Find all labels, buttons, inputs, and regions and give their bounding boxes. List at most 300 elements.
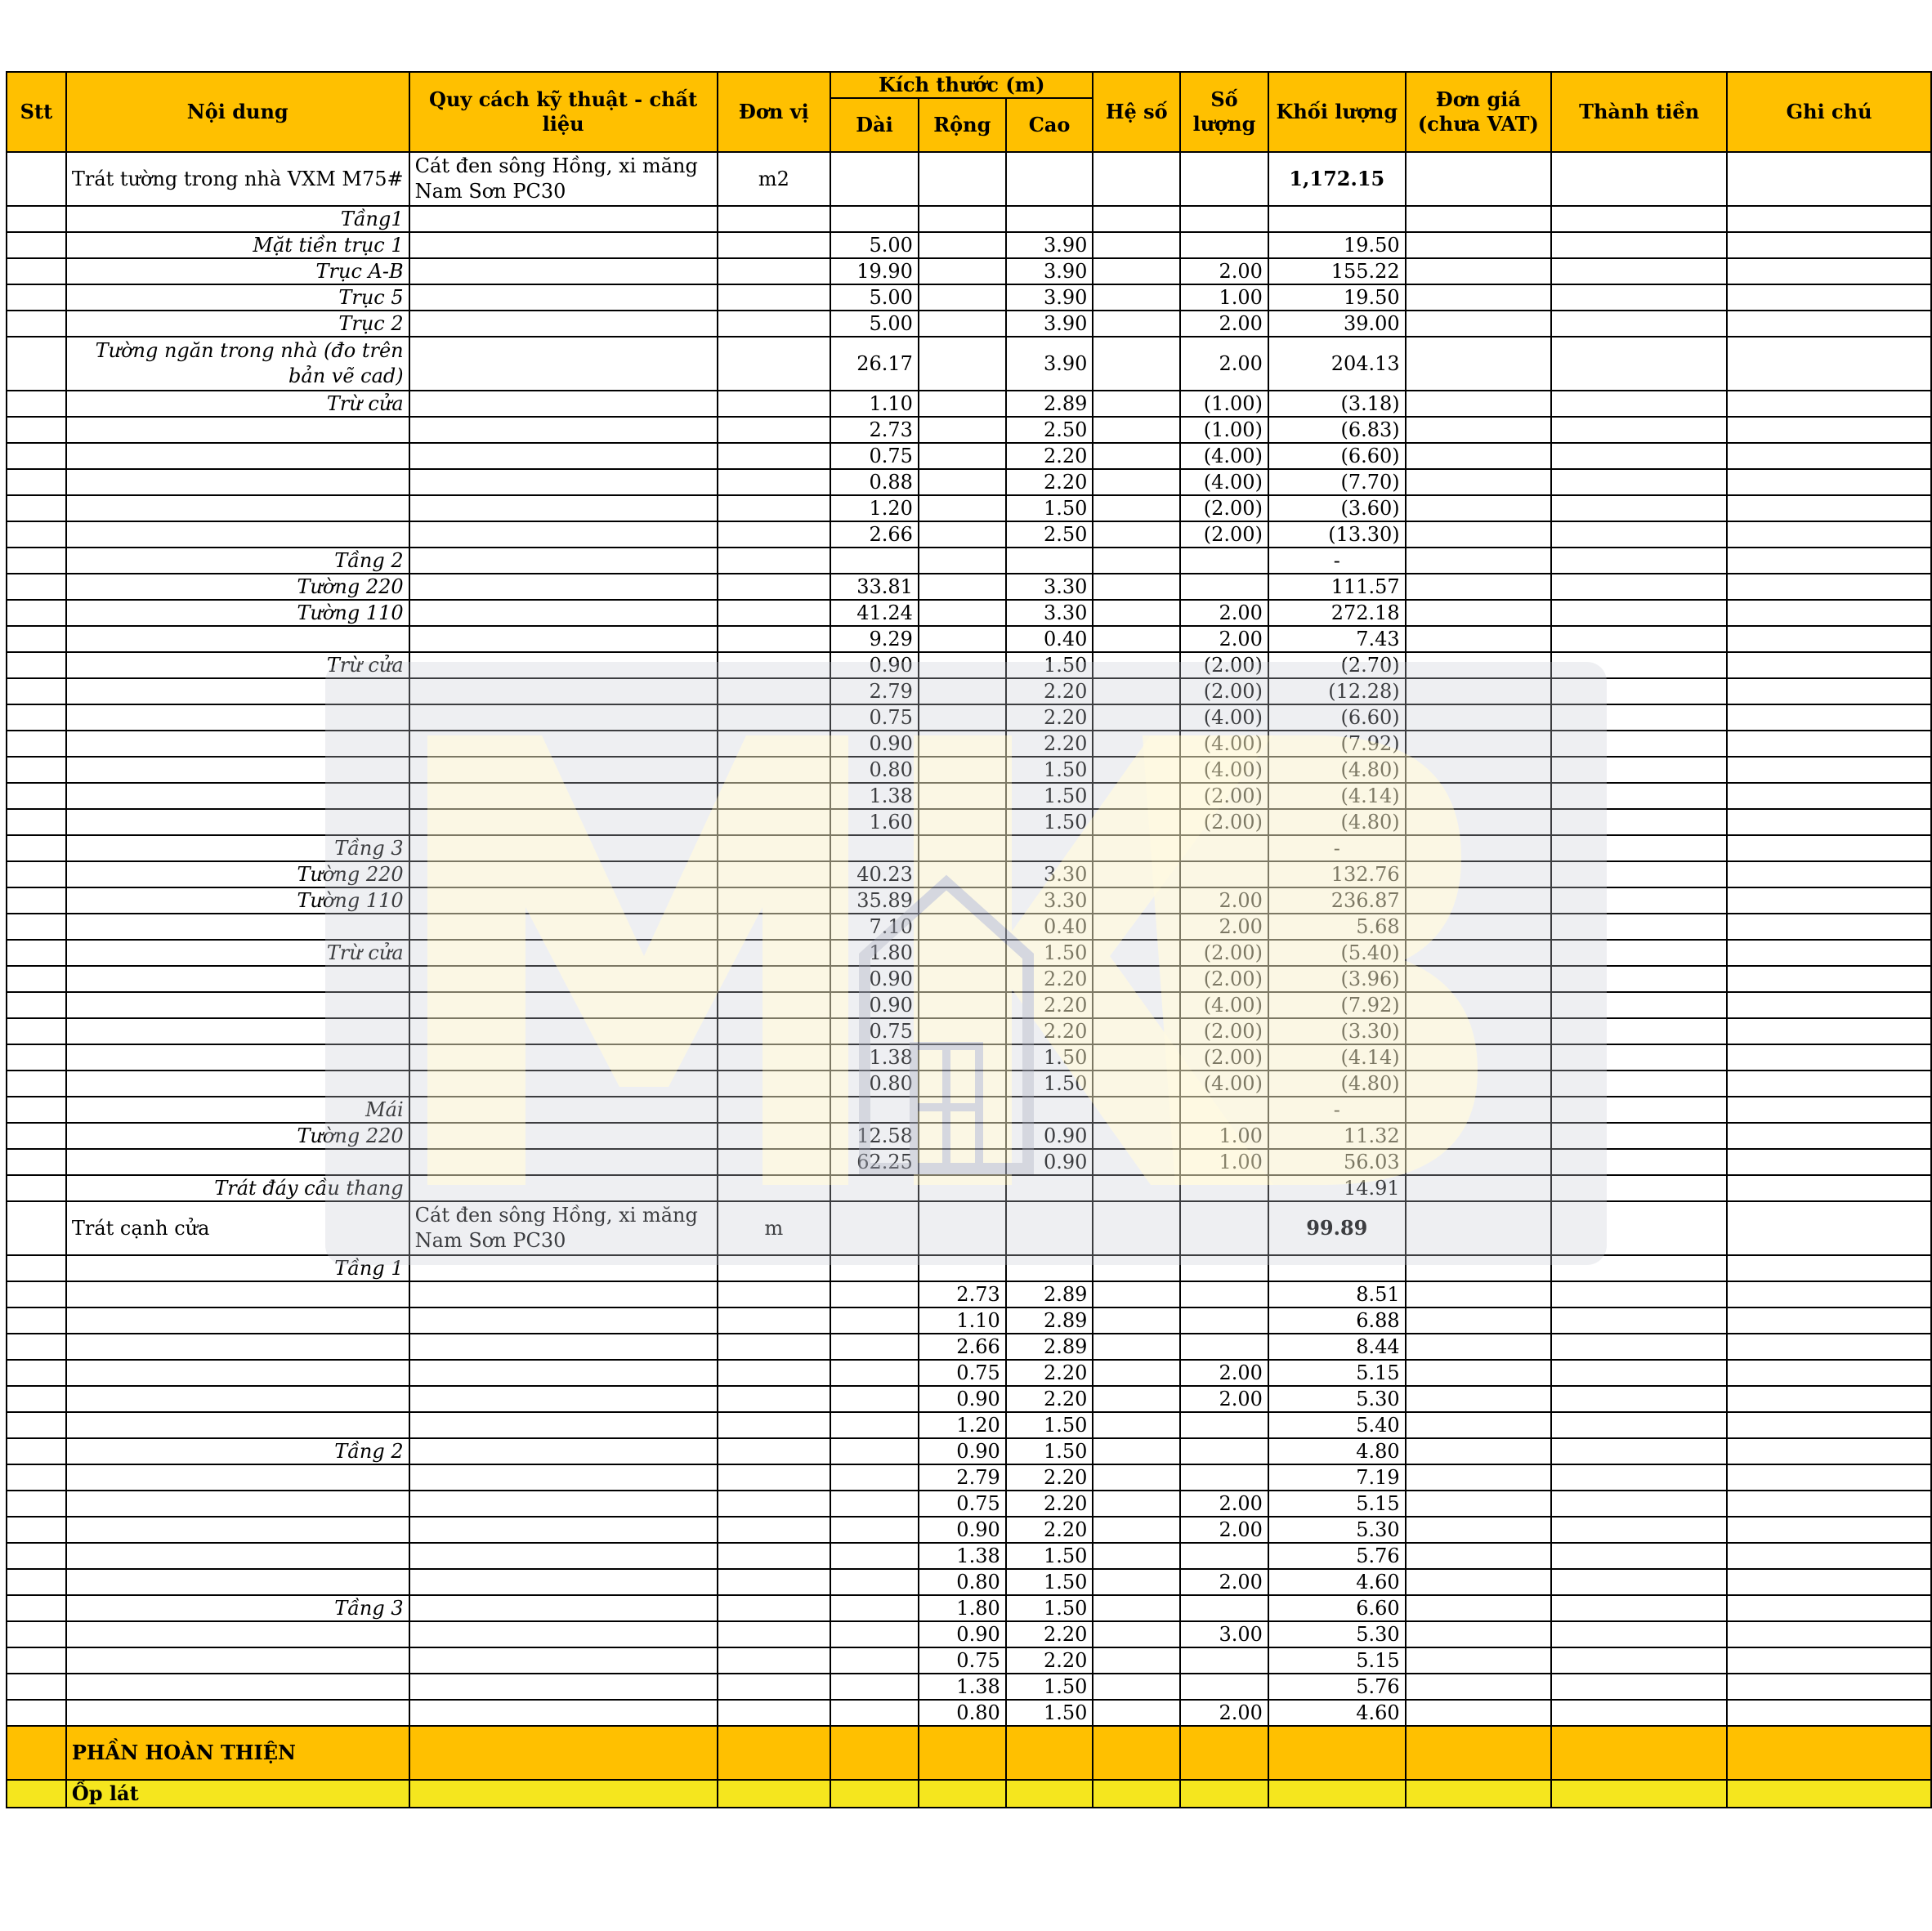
cell-thanh-tien — [1551, 1595, 1727, 1621]
cell-thanh-tien — [1551, 258, 1727, 284]
cell-rong — [919, 600, 1006, 626]
cell-noi-dung: Trát tường trong nhà VXM M75# — [66, 152, 409, 206]
cell-so-luong: (4.00) — [1180, 731, 1268, 757]
cell-khoi-luong: (5.40) — [1268, 940, 1406, 966]
cell-he-so — [1093, 258, 1180, 284]
cell-quy-cach — [409, 1149, 718, 1175]
cell-cao: 3.30 — [1006, 861, 1093, 887]
cell-quy-cach — [409, 861, 718, 887]
cell-quy-cach — [409, 258, 718, 284]
table-row — [7, 626, 1931, 652]
cell-ghi-chu — [1727, 1201, 1931, 1255]
cell-cao: 1.50 — [1006, 940, 1093, 966]
cell-empty — [1727, 1780, 1931, 1808]
cell-rong — [919, 443, 1006, 469]
row-label-tuong-220: Tường 220 — [66, 574, 409, 600]
cell-dai: 1.38 — [830, 1044, 919, 1071]
cell-so-luong — [1180, 1543, 1268, 1569]
cell-don-gia — [1406, 469, 1551, 495]
cell-dai — [830, 152, 919, 206]
cell-he-so — [1093, 1464, 1180, 1491]
header-don-gia: Đơn giá (chưa VAT) — [1406, 72, 1551, 152]
cell-khoi-luong: 1,172.15 — [1268, 152, 1406, 206]
cell-stt — [7, 1543, 66, 1569]
cell-dai — [830, 1255, 919, 1281]
cell-stt — [7, 1201, 66, 1255]
cell-noi-dung — [66, 914, 409, 940]
cell-ghi-chu — [1727, 1595, 1931, 1621]
cell-dai — [830, 1569, 919, 1595]
cell-thanh-tien — [1551, 1464, 1727, 1491]
cell-cao: 2.20 — [1006, 704, 1093, 731]
cell-ghi-chu — [1727, 600, 1931, 626]
cell-don-vi — [718, 1464, 831, 1491]
row-label-tuong-220: Tường 220 — [66, 861, 409, 887]
cell-empty — [830, 1726, 919, 1780]
cell-cao: 1.50 — [1006, 1569, 1093, 1595]
cell-dai: 2.79 — [830, 678, 919, 704]
cell-cao: 1.50 — [1006, 495, 1093, 521]
cell-stt — [7, 1360, 66, 1386]
cell-thanh-tien — [1551, 1307, 1727, 1334]
cell-dai: 0.75 — [830, 443, 919, 469]
cell-dai — [830, 1281, 919, 1307]
cell-don-gia — [1406, 600, 1551, 626]
header-rong: Rộng — [919, 98, 1006, 152]
cell-quy-cach — [409, 1175, 718, 1201]
table-row — [7, 1412, 1931, 1438]
cell-cao: 3.90 — [1006, 311, 1093, 337]
cell-so-luong: 2.00 — [1180, 1491, 1268, 1517]
cell-don-vi — [718, 443, 831, 469]
cell-don-vi — [718, 966, 831, 992]
cell-ghi-chu — [1727, 1621, 1931, 1647]
cell-don-gia — [1406, 1149, 1551, 1175]
cell-khoi-luong: 5.76 — [1268, 1674, 1406, 1700]
cell-khoi-luong: 7.19 — [1268, 1464, 1406, 1491]
cell-dai — [830, 1517, 919, 1543]
cell-dai: 41.24 — [830, 600, 919, 626]
cell-don-vi — [718, 495, 831, 521]
cell-he-so — [1093, 152, 1180, 206]
cell-quy-cach — [409, 940, 718, 966]
cell-don-gia — [1406, 521, 1551, 548]
table-row — [7, 1097, 1931, 1123]
cell-stt — [7, 678, 66, 704]
cell-don-vi — [718, 521, 831, 548]
cell-don-gia — [1406, 914, 1551, 940]
header-row-1 — [7, 72, 1931, 98]
cell-quy-cach — [409, 284, 718, 311]
cell-stt — [7, 1281, 66, 1307]
cell-rong — [919, 704, 1006, 731]
cell-stt — [7, 835, 66, 861]
cell-thanh-tien — [1551, 284, 1727, 311]
cell-ghi-chu — [1727, 495, 1931, 521]
table-row — [7, 835, 1931, 861]
cell-cao: 1.50 — [1006, 1595, 1093, 1621]
cell-dai: 0.80 — [830, 1071, 919, 1097]
cell-khoi-luong: (4.80) — [1268, 757, 1406, 783]
cell-noi-dung — [66, 1464, 409, 1491]
cell-rong: 1.38 — [919, 1543, 1006, 1569]
cell-stt — [7, 258, 66, 284]
cell-ghi-chu — [1727, 1307, 1931, 1334]
cell-cao — [1006, 1175, 1093, 1201]
cell-don-vi — [718, 757, 831, 783]
cell-rong — [919, 678, 1006, 704]
cell-stt — [7, 1175, 66, 1201]
cell-don-vi — [718, 1621, 831, 1647]
cell-he-so — [1093, 206, 1180, 232]
cell-thanh-tien — [1551, 731, 1727, 757]
cell-rong: 0.80 — [919, 1700, 1006, 1726]
cell-thanh-tien — [1551, 678, 1727, 704]
cell-empty — [1727, 1726, 1931, 1780]
cell-don-vi — [718, 1360, 831, 1386]
cell-cao: 2.20 — [1006, 1647, 1093, 1674]
cell-quy-cach — [409, 521, 718, 548]
cell-noi-dung — [66, 1674, 409, 1700]
table-row — [7, 469, 1931, 495]
cell-don-gia — [1406, 443, 1551, 469]
cell-don-vi — [718, 678, 831, 704]
cell-don-gia — [1406, 835, 1551, 861]
cell-he-so — [1093, 232, 1180, 258]
cell-quy-cach — [409, 1674, 718, 1700]
cell-stt — [7, 548, 66, 574]
cell-so-luong: (2.00) — [1180, 652, 1268, 678]
cell-don-gia — [1406, 731, 1551, 757]
cell-cao: 0.40 — [1006, 626, 1093, 652]
cell-so-luong — [1180, 1281, 1268, 1307]
header-so-luong: Số lượng — [1180, 72, 1268, 152]
cell-ghi-chu — [1727, 1674, 1931, 1700]
cell-don-gia — [1406, 1386, 1551, 1412]
cell-ghi-chu — [1727, 548, 1931, 574]
cell-don-vi — [718, 258, 831, 284]
cell-noi-dung — [66, 1543, 409, 1569]
cell-thanh-tien — [1551, 1647, 1727, 1674]
cell-so-luong: 2.00 — [1180, 914, 1268, 940]
cell-quy-cach — [409, 809, 718, 835]
cell-stt — [7, 391, 66, 417]
cell-stt — [7, 206, 66, 232]
cell-noi-dung — [66, 783, 409, 809]
cell-khoi-luong: (7.92) — [1268, 992, 1406, 1018]
cell-so-luong: (4.00) — [1180, 704, 1268, 731]
table-row — [7, 1255, 1931, 1281]
cell-don-vi — [718, 1491, 831, 1517]
table-row — [7, 1647, 1931, 1674]
cell-he-so — [1093, 1517, 1180, 1543]
cell-cao: 1.50 — [1006, 783, 1093, 809]
table-row — [7, 521, 1931, 548]
cell-stt — [7, 521, 66, 548]
cell-so-luong: (2.00) — [1180, 783, 1268, 809]
cell-khoi-luong: 5.30 — [1268, 1517, 1406, 1543]
cell-ghi-chu — [1727, 1569, 1931, 1595]
cell-rong — [919, 469, 1006, 495]
cell-quy-cach — [409, 1647, 718, 1674]
cell-rong — [919, 992, 1006, 1018]
cell-khoi-luong: 6.60 — [1268, 1595, 1406, 1621]
cell-thanh-tien — [1551, 311, 1727, 337]
cell-he-so — [1093, 1123, 1180, 1149]
cell-khoi-luong: 5.30 — [1268, 1386, 1406, 1412]
cell-he-so — [1093, 1412, 1180, 1438]
cell-khoi-luong: 99.89 — [1268, 1201, 1406, 1255]
cell-ghi-chu — [1727, 966, 1931, 992]
cell-quy-cach — [409, 731, 718, 757]
cell-rong — [919, 887, 1006, 914]
cell-rong: 0.90 — [919, 1621, 1006, 1647]
cell-cao — [1006, 1201, 1093, 1255]
cell-stt — [7, 1149, 66, 1175]
cell-ghi-chu — [1727, 1464, 1931, 1491]
table-row — [7, 1071, 1931, 1097]
cell-thanh-tien — [1551, 1175, 1727, 1201]
cell-ghi-chu — [1727, 783, 1931, 809]
cell-don-gia — [1406, 1360, 1551, 1386]
cell-dai — [830, 1438, 919, 1464]
cell-noi-dung — [66, 1018, 409, 1044]
cell-thanh-tien — [1551, 1517, 1727, 1543]
cell-khoi-luong: 8.44 — [1268, 1334, 1406, 1360]
cell-don-vi — [718, 1307, 831, 1334]
cell-he-so — [1093, 835, 1180, 861]
cell-khoi-luong — [1268, 206, 1406, 232]
cell-noi-dung — [66, 1491, 409, 1517]
cell-rong — [919, 940, 1006, 966]
cell-quy-cach — [409, 1543, 718, 1569]
cell-quy-cach — [409, 469, 718, 495]
cell-rong — [919, 861, 1006, 887]
cell-dai — [830, 835, 919, 861]
cell-so-luong: (2.00) — [1180, 1018, 1268, 1044]
cell-quy-cach — [409, 391, 718, 417]
cell-he-so — [1093, 1018, 1180, 1044]
cell-he-so — [1093, 311, 1180, 337]
table-row — [7, 1517, 1931, 1543]
cell-ghi-chu — [1727, 206, 1931, 232]
cell-noi-dung — [66, 1647, 409, 1674]
cell-thanh-tien — [1551, 1674, 1727, 1700]
cell-dai — [830, 1201, 919, 1255]
cell-he-so — [1093, 940, 1180, 966]
cell-so-luong: (2.00) — [1180, 521, 1268, 548]
cell-so-luong — [1180, 835, 1268, 861]
cell-cao: 1.50 — [1006, 1412, 1093, 1438]
item-row — [7, 152, 1931, 206]
cell-khoi-luong: 4.60 — [1268, 1700, 1406, 1726]
cell-dai — [830, 1491, 919, 1517]
cell-he-so — [1093, 1700, 1180, 1726]
cell-so-luong: 2.00 — [1180, 337, 1268, 391]
cell-khoi-luong: 6.88 — [1268, 1307, 1406, 1334]
row-label-tuong-220: Tường 220 — [66, 1123, 409, 1149]
cell-khoi-luong: 204.13 — [1268, 337, 1406, 391]
cell-he-so — [1093, 809, 1180, 835]
cell-quy-cach — [409, 783, 718, 809]
cell-khoi-luong: 11.32 — [1268, 1123, 1406, 1149]
cell-don-gia — [1406, 1491, 1551, 1517]
cell-cao: 2.20 — [1006, 731, 1093, 757]
cell-rong — [919, 783, 1006, 809]
cell-khoi-luong: 5.15 — [1268, 1360, 1406, 1386]
cell-stt — [7, 1097, 66, 1123]
cell-stt — [7, 443, 66, 469]
cell-dai — [830, 1386, 919, 1412]
table-row — [7, 1621, 1931, 1647]
cell-dai: 5.00 — [830, 232, 919, 258]
cell-don-gia — [1406, 1201, 1551, 1255]
cell-cao: 2.20 — [1006, 678, 1093, 704]
cell-khoi-luong: - — [1268, 835, 1406, 861]
cell-quy-cach — [409, 835, 718, 861]
cell-dai: 1.60 — [830, 809, 919, 835]
table-row — [7, 443, 1931, 469]
cell-so-luong: 3.00 — [1180, 1621, 1268, 1647]
cell-so-luong — [1180, 861, 1268, 887]
cell-dai — [830, 1464, 919, 1491]
cell-stt — [7, 1412, 66, 1438]
cell-don-gia — [1406, 1621, 1551, 1647]
cell-rong — [919, 258, 1006, 284]
header-cao: Cao — [1006, 98, 1093, 152]
cell-empty — [830, 1780, 919, 1808]
cell-rong — [919, 809, 1006, 835]
item-row — [7, 1201, 1931, 1255]
cell-empty — [1180, 1780, 1268, 1808]
cell-thanh-tien — [1551, 887, 1727, 914]
cell-khoi-luong: (12.28) — [1268, 678, 1406, 704]
table-row — [7, 704, 1931, 731]
cell-ghi-chu — [1727, 678, 1931, 704]
cell-stt — [7, 1255, 66, 1281]
cell-quy-cach — [409, 1412, 718, 1438]
cell-thanh-tien — [1551, 626, 1727, 652]
cell-cao: 2.89 — [1006, 1334, 1093, 1360]
cell-so-luong: 1.00 — [1180, 1123, 1268, 1149]
cell-don-gia — [1406, 548, 1551, 574]
cell-rong — [919, 232, 1006, 258]
cell-so-luong: (4.00) — [1180, 469, 1268, 495]
cell-dai — [830, 1595, 919, 1621]
cell-dai: 2.73 — [830, 417, 919, 443]
cell-ghi-chu — [1727, 311, 1931, 337]
cell-so-luong — [1180, 1464, 1268, 1491]
cell-he-so — [1093, 1595, 1180, 1621]
cell-ghi-chu — [1727, 626, 1931, 652]
cell-don-vi — [718, 600, 831, 626]
cell-noi-dung — [66, 678, 409, 704]
table-row — [7, 652, 1931, 678]
table-row — [7, 1543, 1931, 1569]
cell-he-so — [1093, 1647, 1180, 1674]
cell-don-gia — [1406, 1674, 1551, 1700]
cell-don-gia — [1406, 861, 1551, 887]
cell-cao: 2.50 — [1006, 521, 1093, 548]
cell-stt — [7, 232, 66, 258]
cell-cao: 2.89 — [1006, 1281, 1093, 1307]
cell-ghi-chu — [1727, 1412, 1931, 1438]
cell-khoi-luong: (4.80) — [1268, 1071, 1406, 1097]
cell-cao: 1.50 — [1006, 1071, 1093, 1097]
cell-don-gia — [1406, 1438, 1551, 1464]
cell-cao: 2.50 — [1006, 417, 1093, 443]
table-row — [7, 861, 1931, 887]
cell-khoi-luong: (3.96) — [1268, 966, 1406, 992]
cell-noi-dung — [66, 1621, 409, 1647]
subsection-row — [7, 1780, 1931, 1808]
cell-ghi-chu — [1727, 337, 1931, 391]
cell-rong — [919, 914, 1006, 940]
cell-rong — [919, 731, 1006, 757]
cell-dai — [830, 1097, 919, 1123]
table-row — [7, 391, 1931, 417]
cell-don-vi — [718, 284, 831, 311]
cell-ghi-chu — [1727, 284, 1931, 311]
cell-dai: 2.66 — [830, 521, 919, 548]
cell-he-so — [1093, 1360, 1180, 1386]
cell-khoi-luong: 19.50 — [1268, 232, 1406, 258]
cell-don-gia — [1406, 626, 1551, 652]
cell-don-vi — [718, 1255, 831, 1281]
cell-don-gia — [1406, 1464, 1551, 1491]
cell-thanh-tien — [1551, 469, 1727, 495]
cell-don-gia — [1406, 887, 1551, 914]
cell-don-vi — [718, 548, 831, 574]
cell-he-so — [1093, 1149, 1180, 1175]
table-row — [7, 1438, 1931, 1464]
cell-khoi-luong: (4.14) — [1268, 1044, 1406, 1071]
cell-stt — [7, 337, 66, 391]
estimate-table — [6, 71, 1932, 1808]
cell-so-luong: (2.00) — [1180, 678, 1268, 704]
cell-ghi-chu — [1727, 940, 1931, 966]
cell-cao: 1.50 — [1006, 652, 1093, 678]
cell-thanh-tien — [1551, 1438, 1727, 1464]
cell-he-so — [1093, 1201, 1180, 1255]
cell-don-vi — [718, 1044, 831, 1071]
cell-don-vi — [718, 1175, 831, 1201]
cell-empty — [718, 1726, 831, 1780]
cell-khoi-luong: 8.51 — [1268, 1281, 1406, 1307]
cell-quy-cach — [409, 1621, 718, 1647]
cell-stt — [7, 992, 66, 1018]
row-label-tuong-110: Tường 110 — [66, 600, 409, 626]
cell-don-vi — [718, 1071, 831, 1097]
cell-khoi-luong: 155.22 — [1268, 258, 1406, 284]
cell-stt — [7, 887, 66, 914]
cell-ghi-chu — [1727, 704, 1931, 731]
cell-ghi-chu — [1727, 835, 1931, 861]
cell-empty — [1268, 1780, 1406, 1808]
cell-rong — [919, 1018, 1006, 1044]
cell-he-so — [1093, 1438, 1180, 1464]
cell-he-so — [1093, 1569, 1180, 1595]
cell-he-so — [1093, 417, 1180, 443]
cell-he-so — [1093, 600, 1180, 626]
cell-don-gia — [1406, 652, 1551, 678]
cell-stt — [7, 1700, 66, 1726]
cell-noi-dung — [66, 1360, 409, 1386]
cell-rong — [919, 284, 1006, 311]
cell-don-gia — [1406, 1700, 1551, 1726]
cell-thanh-tien — [1551, 704, 1727, 731]
cell-dai — [830, 1543, 919, 1569]
